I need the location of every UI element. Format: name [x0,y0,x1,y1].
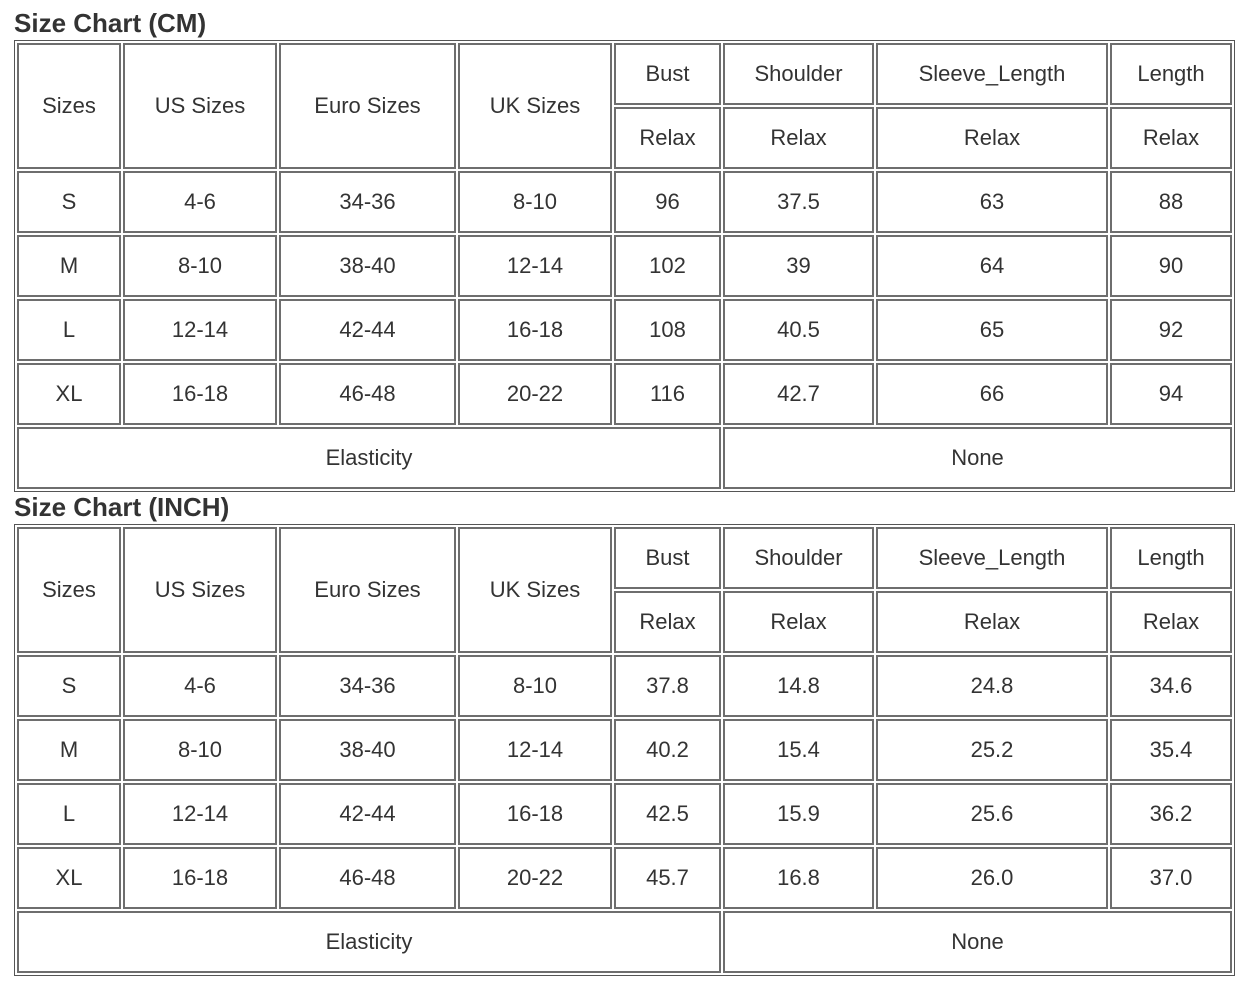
cell-sleeve-length: 63 [876,171,1108,233]
cell-shoulder: 14.8 [723,655,874,717]
cell-size: S [17,655,121,717]
cell-us-size: 4-6 [123,655,277,717]
header-euro-sizes: Euro Sizes [279,527,456,653]
subheader-sleeve-relax: Relax [876,591,1108,653]
cell-euro-size: 38-40 [279,719,456,781]
table-row [17,847,1232,909]
cell-uk-size: 8-10 [458,655,612,717]
header-row [17,527,1232,589]
cell-shoulder: 40.5 [723,299,874,361]
table-row [17,171,1232,233]
cell-us-size: 12-14 [123,299,277,361]
header-us-sizes: US Sizes [123,43,277,169]
cell-euro-size: 42-44 [279,783,456,845]
cell-bust: 45.7 [614,847,721,909]
cell-size: XL [17,847,121,909]
cell-us-size: 16-18 [123,363,277,425]
cell-length: 35.4 [1110,719,1232,781]
subheader-shoulder-relax: Relax [723,591,874,653]
cell-uk-size: 20-22 [458,847,612,909]
size-chart-inch [14,490,1233,976]
subheader-shoulder-relax: Relax [723,107,874,169]
subheader-bust-relax: Relax [614,107,721,169]
table-row [17,235,1232,297]
cell-uk-size: 12-14 [458,719,612,781]
cell-us-size: 12-14 [123,783,277,845]
cell-us-size: 8-10 [123,719,277,781]
header-euro-sizes: Euro Sizes [279,43,456,169]
size-chart-cm [14,6,1233,492]
header-us-sizes: US Sizes [123,527,277,653]
table-row [17,363,1232,425]
cell-shoulder: 15.9 [723,783,874,845]
subheader-sleeve-relax: Relax [876,107,1108,169]
cell-length: 92 [1110,299,1232,361]
cell-euro-size: 46-48 [279,847,456,909]
header-sleeve-length: Sleeve_Length [876,43,1108,105]
cell-bust: 96 [614,171,721,233]
header-shoulder: Shoulder [723,43,874,105]
cell-size: M [17,719,121,781]
subheader-length-relax: Relax [1110,591,1232,653]
cell-sleeve-length: 25.2 [876,719,1108,781]
cell-sleeve-length: 65 [876,299,1108,361]
cell-euro-size: 34-36 [279,655,456,717]
header-sizes: Sizes [17,43,121,169]
cell-length: 88 [1110,171,1232,233]
cell-shoulder: 37.5 [723,171,874,233]
cell-us-size: 8-10 [123,235,277,297]
cell-uk-size: 20-22 [458,363,612,425]
cell-bust: 102 [614,235,721,297]
cell-shoulder: 15.4 [723,719,874,781]
footer-row [17,911,1232,973]
header-bust: Bust [614,527,721,589]
cell-us-size: 4-6 [123,171,277,233]
header-length: Length [1110,43,1232,105]
table-row [17,783,1232,845]
cell-length: 34.6 [1110,655,1232,717]
header-sizes: Sizes [17,527,121,653]
cell-bust: 116 [614,363,721,425]
cell-sleeve-length: 26.0 [876,847,1108,909]
size-table-inch [14,524,1235,976]
elasticity-label: Elasticity [17,911,721,973]
header-row [17,43,1232,105]
cell-shoulder: 42.7 [723,363,874,425]
cell-size: M [17,235,121,297]
cell-sleeve-length: 24.8 [876,655,1108,717]
table-row [17,299,1232,361]
header-length: Length [1110,527,1232,589]
cell-shoulder: 39 [723,235,874,297]
cell-size: L [17,783,121,845]
cell-sleeve-length: 25.6 [876,783,1108,845]
table-row [17,655,1232,717]
subheader-length-relax: Relax [1110,107,1232,169]
elasticity-label: Elasticity [17,427,721,489]
cell-euro-size: 42-44 [279,299,456,361]
cell-length: 37.0 [1110,847,1232,909]
cell-bust: 40.2 [614,719,721,781]
cell-size: XL [17,363,121,425]
cell-euro-size: 34-36 [279,171,456,233]
subheader-bust-relax: Relax [614,591,721,653]
cell-sleeve-length: 66 [876,363,1108,425]
size-table-cm [14,40,1235,492]
footer-row [17,427,1232,489]
elasticity-value: None [723,427,1232,489]
cell-size: L [17,299,121,361]
size-chart-inch-title: Size Chart (INCH) [14,492,230,522]
header-uk-sizes: UK Sizes [458,43,612,169]
table-row [17,719,1232,781]
cell-uk-size: 12-14 [458,235,612,297]
cell-length: 36.2 [1110,783,1232,845]
header-uk-sizes: UK Sizes [458,527,612,653]
size-chart-cm-title: Size Chart (CM) [14,8,207,38]
cell-length: 94 [1110,363,1232,425]
cell-shoulder: 16.8 [723,847,874,909]
cell-bust: 37.8 [614,655,721,717]
cell-uk-size: 16-18 [458,783,612,845]
cell-uk-size: 16-18 [458,299,612,361]
header-sleeve-length: Sleeve_Length [876,527,1108,589]
cell-bust: 108 [614,299,721,361]
cell-uk-size: 8-10 [458,171,612,233]
header-bust: Bust [614,43,721,105]
cell-sleeve-length: 64 [876,235,1108,297]
elasticity-value: None [723,911,1232,973]
cell-euro-size: 46-48 [279,363,456,425]
header-shoulder: Shoulder [723,527,874,589]
cell-euro-size: 38-40 [279,235,456,297]
cell-us-size: 16-18 [123,847,277,909]
cell-length: 90 [1110,235,1232,297]
cell-size: S [17,171,121,233]
cell-bust: 42.5 [614,783,721,845]
